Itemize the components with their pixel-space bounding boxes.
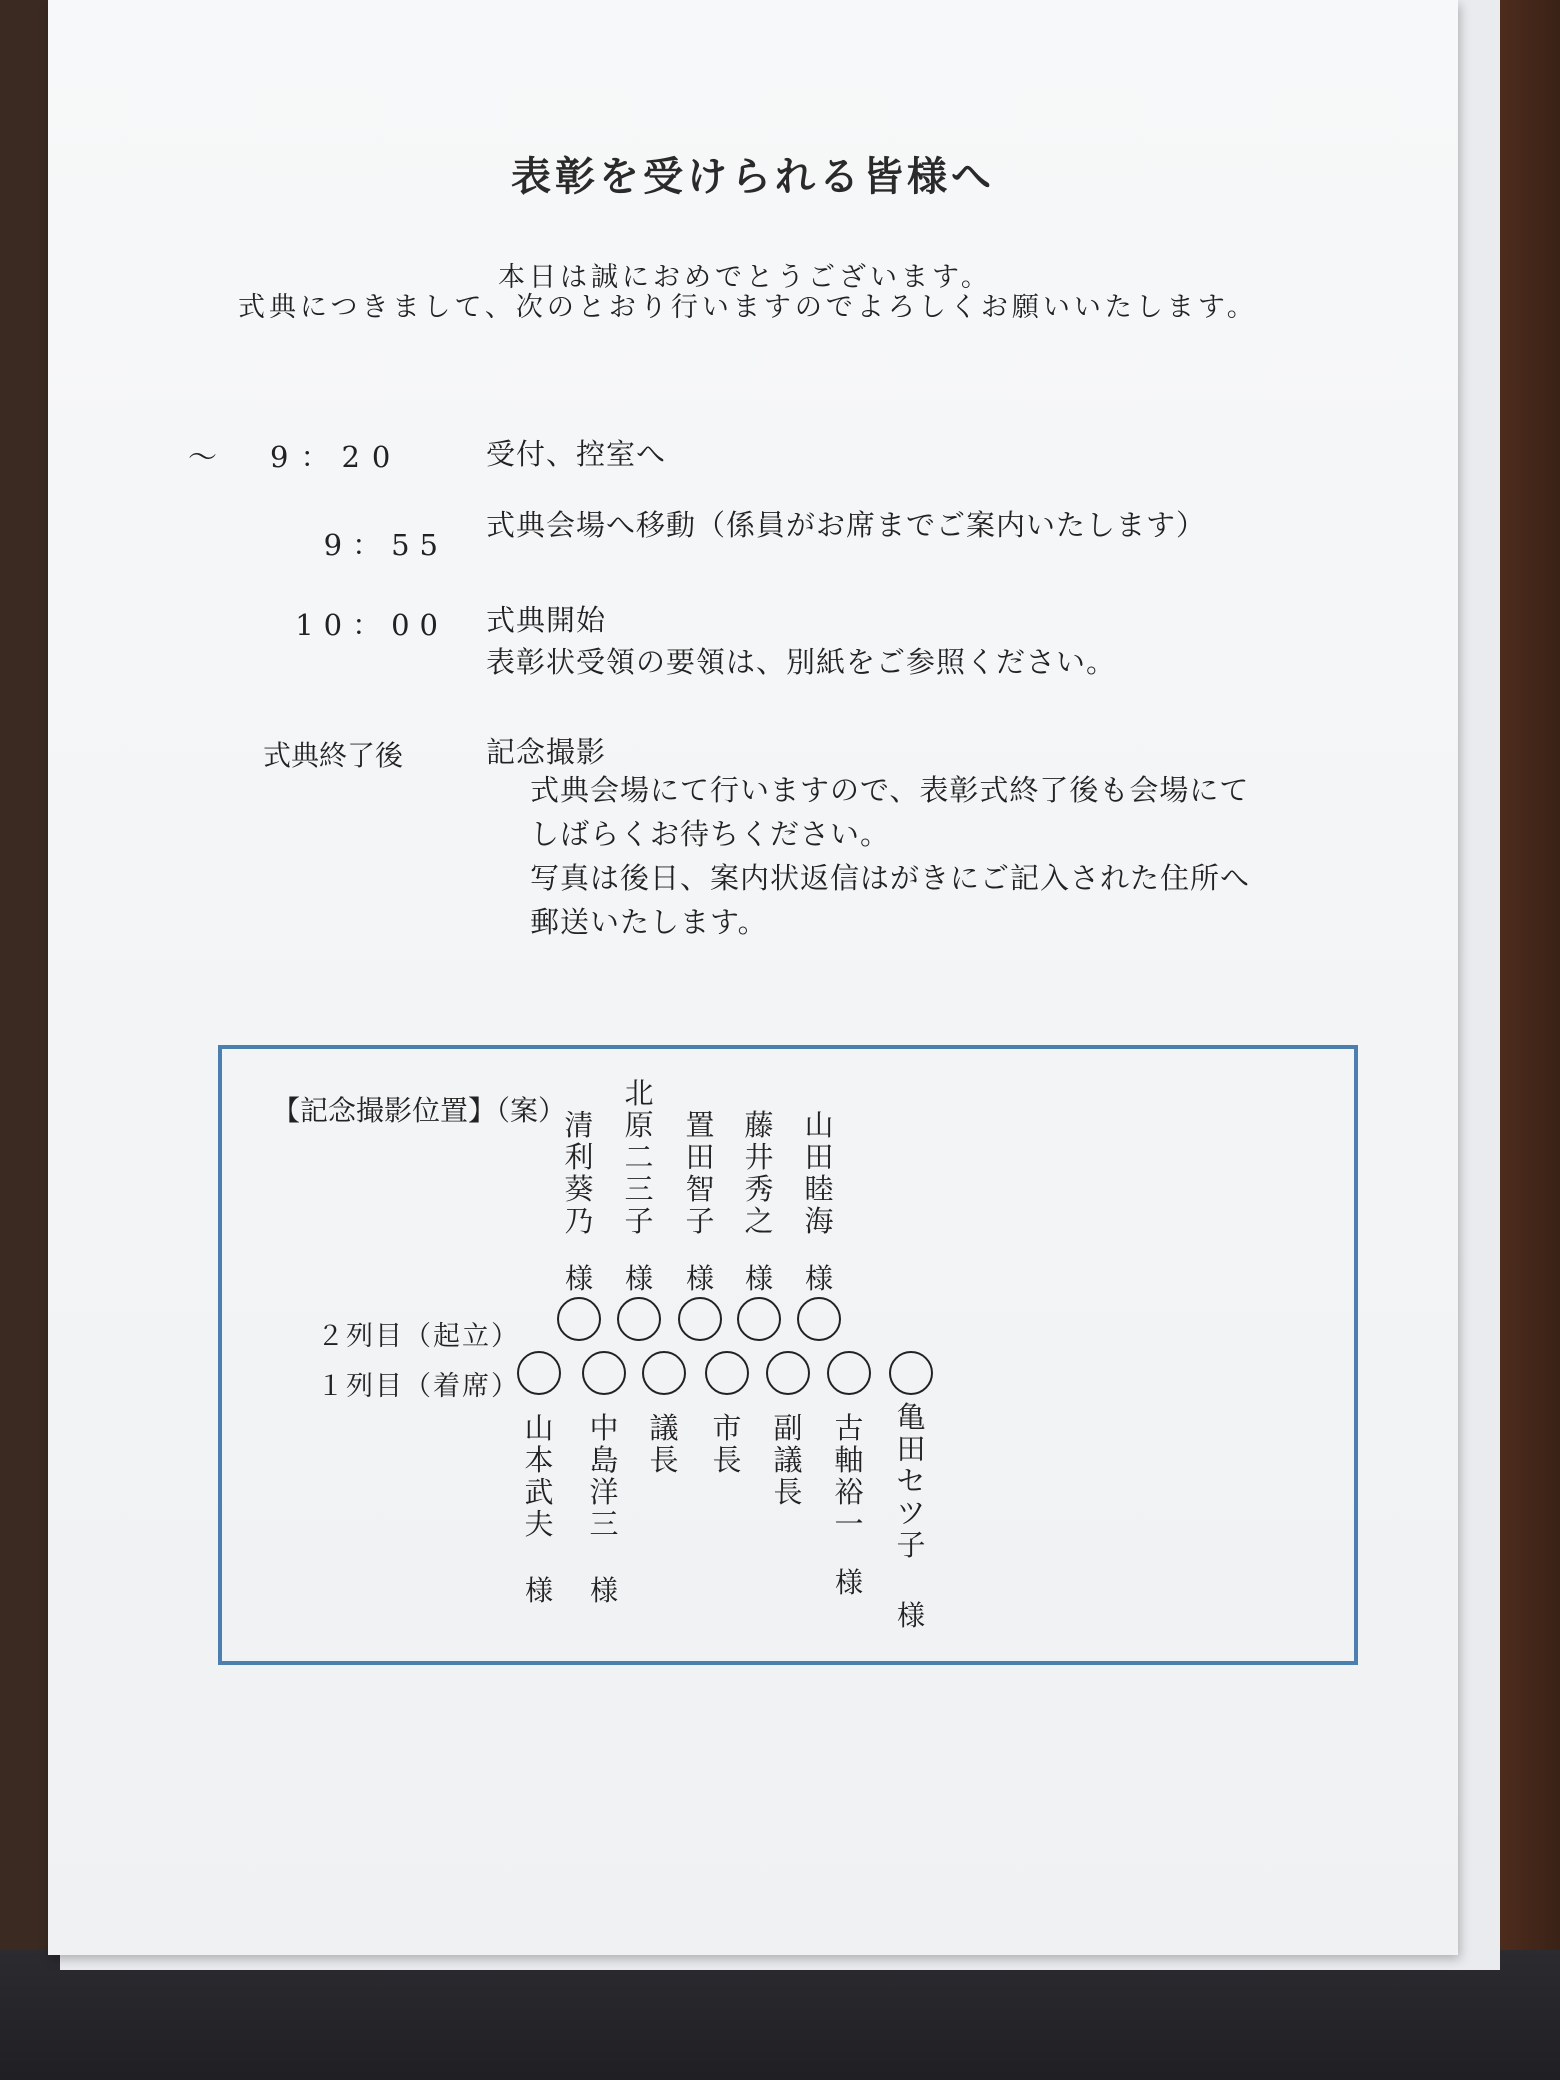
honorific-label: 様 (624, 1262, 653, 1295)
honorific-label: 様 (589, 1574, 618, 1607)
row1-label: １列目（着席） (317, 1371, 520, 1402)
schedule-detail: 表彰状受領の要領は、別紙をご参照ください。 (486, 645, 1117, 679)
row2-label: ２列目（起立） (317, 1321, 520, 1352)
row2-seat-marker (617, 1297, 661, 1341)
honorific-label: 様 (685, 1262, 714, 1295)
row2-name: 山 田 睦 海 (804, 1108, 834, 1238)
row1-name: 副 議 長 (773, 1411, 803, 1509)
row1-name: 古 軸 裕 一 (834, 1411, 864, 1541)
page-title: 表彰を受けられる皆様へ (511, 153, 995, 200)
honorific-label: 様 (744, 1262, 773, 1295)
schedule-event: 式典会場へ移動（係員がお席までご案内いたします） (486, 508, 1207, 542)
honorific-label: 様 (834, 1566, 863, 1599)
honorific-label: 様 (896, 1599, 925, 1632)
row1-seat-marker (766, 1351, 810, 1395)
schedule-note: 郵送いたします。 (530, 905, 768, 939)
row1-seat-marker (582, 1351, 626, 1395)
honorific-label: 様 (564, 1262, 593, 1295)
row2-seat-marker (678, 1297, 722, 1341)
row1-seat-marker (642, 1351, 686, 1395)
photo-position-box (218, 1045, 1358, 1665)
row2-name: 藤 井 秀 之 (744, 1108, 774, 1238)
row2-seat-marker (797, 1297, 841, 1341)
row2-seat-marker (557, 1297, 601, 1341)
schedule-note: しばらくお待ちください。 (530, 817, 891, 851)
schedule-time: ～ 9：20 (188, 440, 403, 474)
schedule-note: 式典会場にて行いますので、表彰式終了後も会場にて (530, 773, 1250, 807)
schedule-time: 式典終了後 (263, 739, 404, 772)
schedule-event: 記念撮影 (486, 735, 607, 769)
greeting-line-1: 本日は誠におめでとうございます。 (498, 262, 992, 293)
honorific-label: 様 (524, 1574, 553, 1607)
greeting-line-2: 式典につきまして、次のとおり行いますのでよろしくお願いいたします。 (238, 292, 1258, 323)
row1-name: 山 本 武 夫 (524, 1411, 554, 1541)
schedule-time: 9：55 (323, 528, 448, 562)
row1-name: 亀 田 セ ツ 子 (896, 1400, 926, 1562)
row1-seat-marker (517, 1351, 561, 1395)
honorific-label: 様 (804, 1262, 833, 1295)
schedule-event: 受付、控室へ (486, 437, 667, 471)
row2-name: 北 原 二 三 子 (624, 1076, 654, 1238)
row2-name: 置 田 智 子 (685, 1108, 715, 1238)
row2-name: 清 利 葵 乃 (564, 1108, 594, 1238)
schedule-event: 式典開始 (486, 603, 607, 637)
schedule-time: 10：00 (295, 608, 448, 642)
row1-seat-marker (705, 1351, 749, 1395)
row2-seat-marker (737, 1297, 781, 1341)
schedule-note: 写真は後日、案内状返信はがきにご記入された住所へ (530, 861, 1251, 895)
photo-position-heading: 【記念撮影位置】（案） (272, 1094, 567, 1127)
row1-name: 中 島 洋 三 (589, 1411, 619, 1541)
row1-seat-marker (827, 1351, 871, 1395)
row1-name: 議 長 (649, 1411, 679, 1477)
document-page (48, 0, 1458, 1955)
row1-name: 市 長 (712, 1411, 742, 1477)
row1-seat-marker (889, 1351, 933, 1395)
